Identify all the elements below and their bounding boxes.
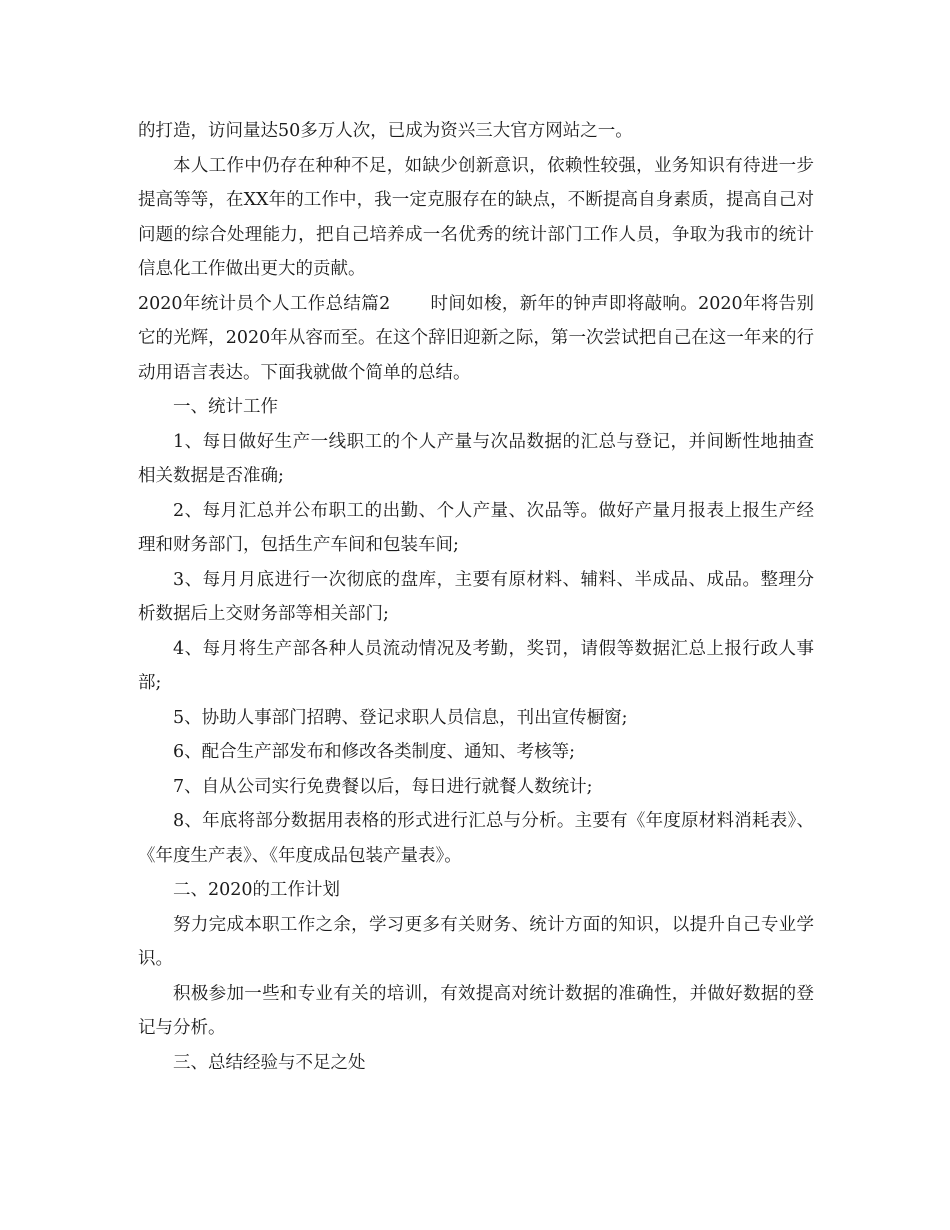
heading-statistics-work: 一、统计工作 bbox=[173, 397, 278, 417]
list-item-4: 4、每月将生产部各种人员流动情况及考勤，奖罚，请假等数据汇总上报行政人事部; bbox=[138, 638, 814, 693]
section-heading: 2020年统计员个人工作总结篇2 bbox=[138, 293, 391, 314]
plan-paragraph-1: 努力完成本职工作之余，学习更多有关财务、统计方面的知识，以提升自己专业学识。 bbox=[138, 914, 814, 969]
heading-summary: 三、总结经验与不足之处 bbox=[173, 1052, 366, 1073]
paragraph-self-assessment: 本人工作中仍存在种种不足，如缺少创新意识，依赖性较强，业务知识有待进一步提高等等，在XX年的工作中，我一定克服存在的缺点，不断提高自身素质，提高自己对问题的综合处理能力，把自己培养成一名优秀的统计部门工作人员，争取为我市的统计信息化工作做出更大的贡献。 bbox=[138, 155, 814, 279]
list-item-7: 7、自从公司实行免费餐以后，每日进行就餐人数统计; bbox=[173, 776, 593, 797]
heading-work-plan: 二、2020的工作计划 bbox=[173, 880, 341, 900]
list-item-6: 6、配合生产部发布和修改各类制度、通知、考核等; bbox=[173, 742, 576, 762]
list-item-1: 1、每日做好生产一线职工的个人产量与次品数据的汇总与登记，并间断性地抽查相关数据是否准确; bbox=[138, 431, 814, 486]
list-item-8: 8、年底将部分数据用表格的形式进行汇总与分析。主要有《年度原材料消耗表》、《年度生产表》、《年度成品包装产量表》。 bbox=[138, 811, 814, 866]
paragraph-continuation: 的打造，访问量达50多万人次，已成为资兴三大官方网站之一。 bbox=[138, 121, 633, 141]
list-item-2: 2、每月汇总并公布职工的出勤、个人产量、次品等。做好产量月报表上报生产经理和财务部门，包括生产车间和包装车间; bbox=[138, 500, 814, 555]
section-intro-text: 时间如梭，新年的钟声即将敲响。2020年将告别它的光辉，2020年从容而至。在这个辞旧迎新之际，第一次尝试把自己在这一年来的行动用语言表达。下面我就做个简单的总结。 bbox=[138, 293, 814, 383]
document-body bbox=[138, 114, 814, 1080]
list-item-3: 3、每月月底进行一次彻底的盘库，主要有原材料、辅料、半成品、成品。整理分析数据后上交财务部等相关部门; bbox=[138, 569, 814, 624]
section-intro-paragraph bbox=[138, 287, 814, 391]
plan-paragraph-2: 积极参加一些和专业有关的培训，有效提高对统计数据的准确性，并做好数据的登记与分析。 bbox=[138, 983, 814, 1038]
list-item-5: 5、协助人事部门招聘、登记求职人员信息，刊出宣传橱窗; bbox=[173, 707, 628, 728]
